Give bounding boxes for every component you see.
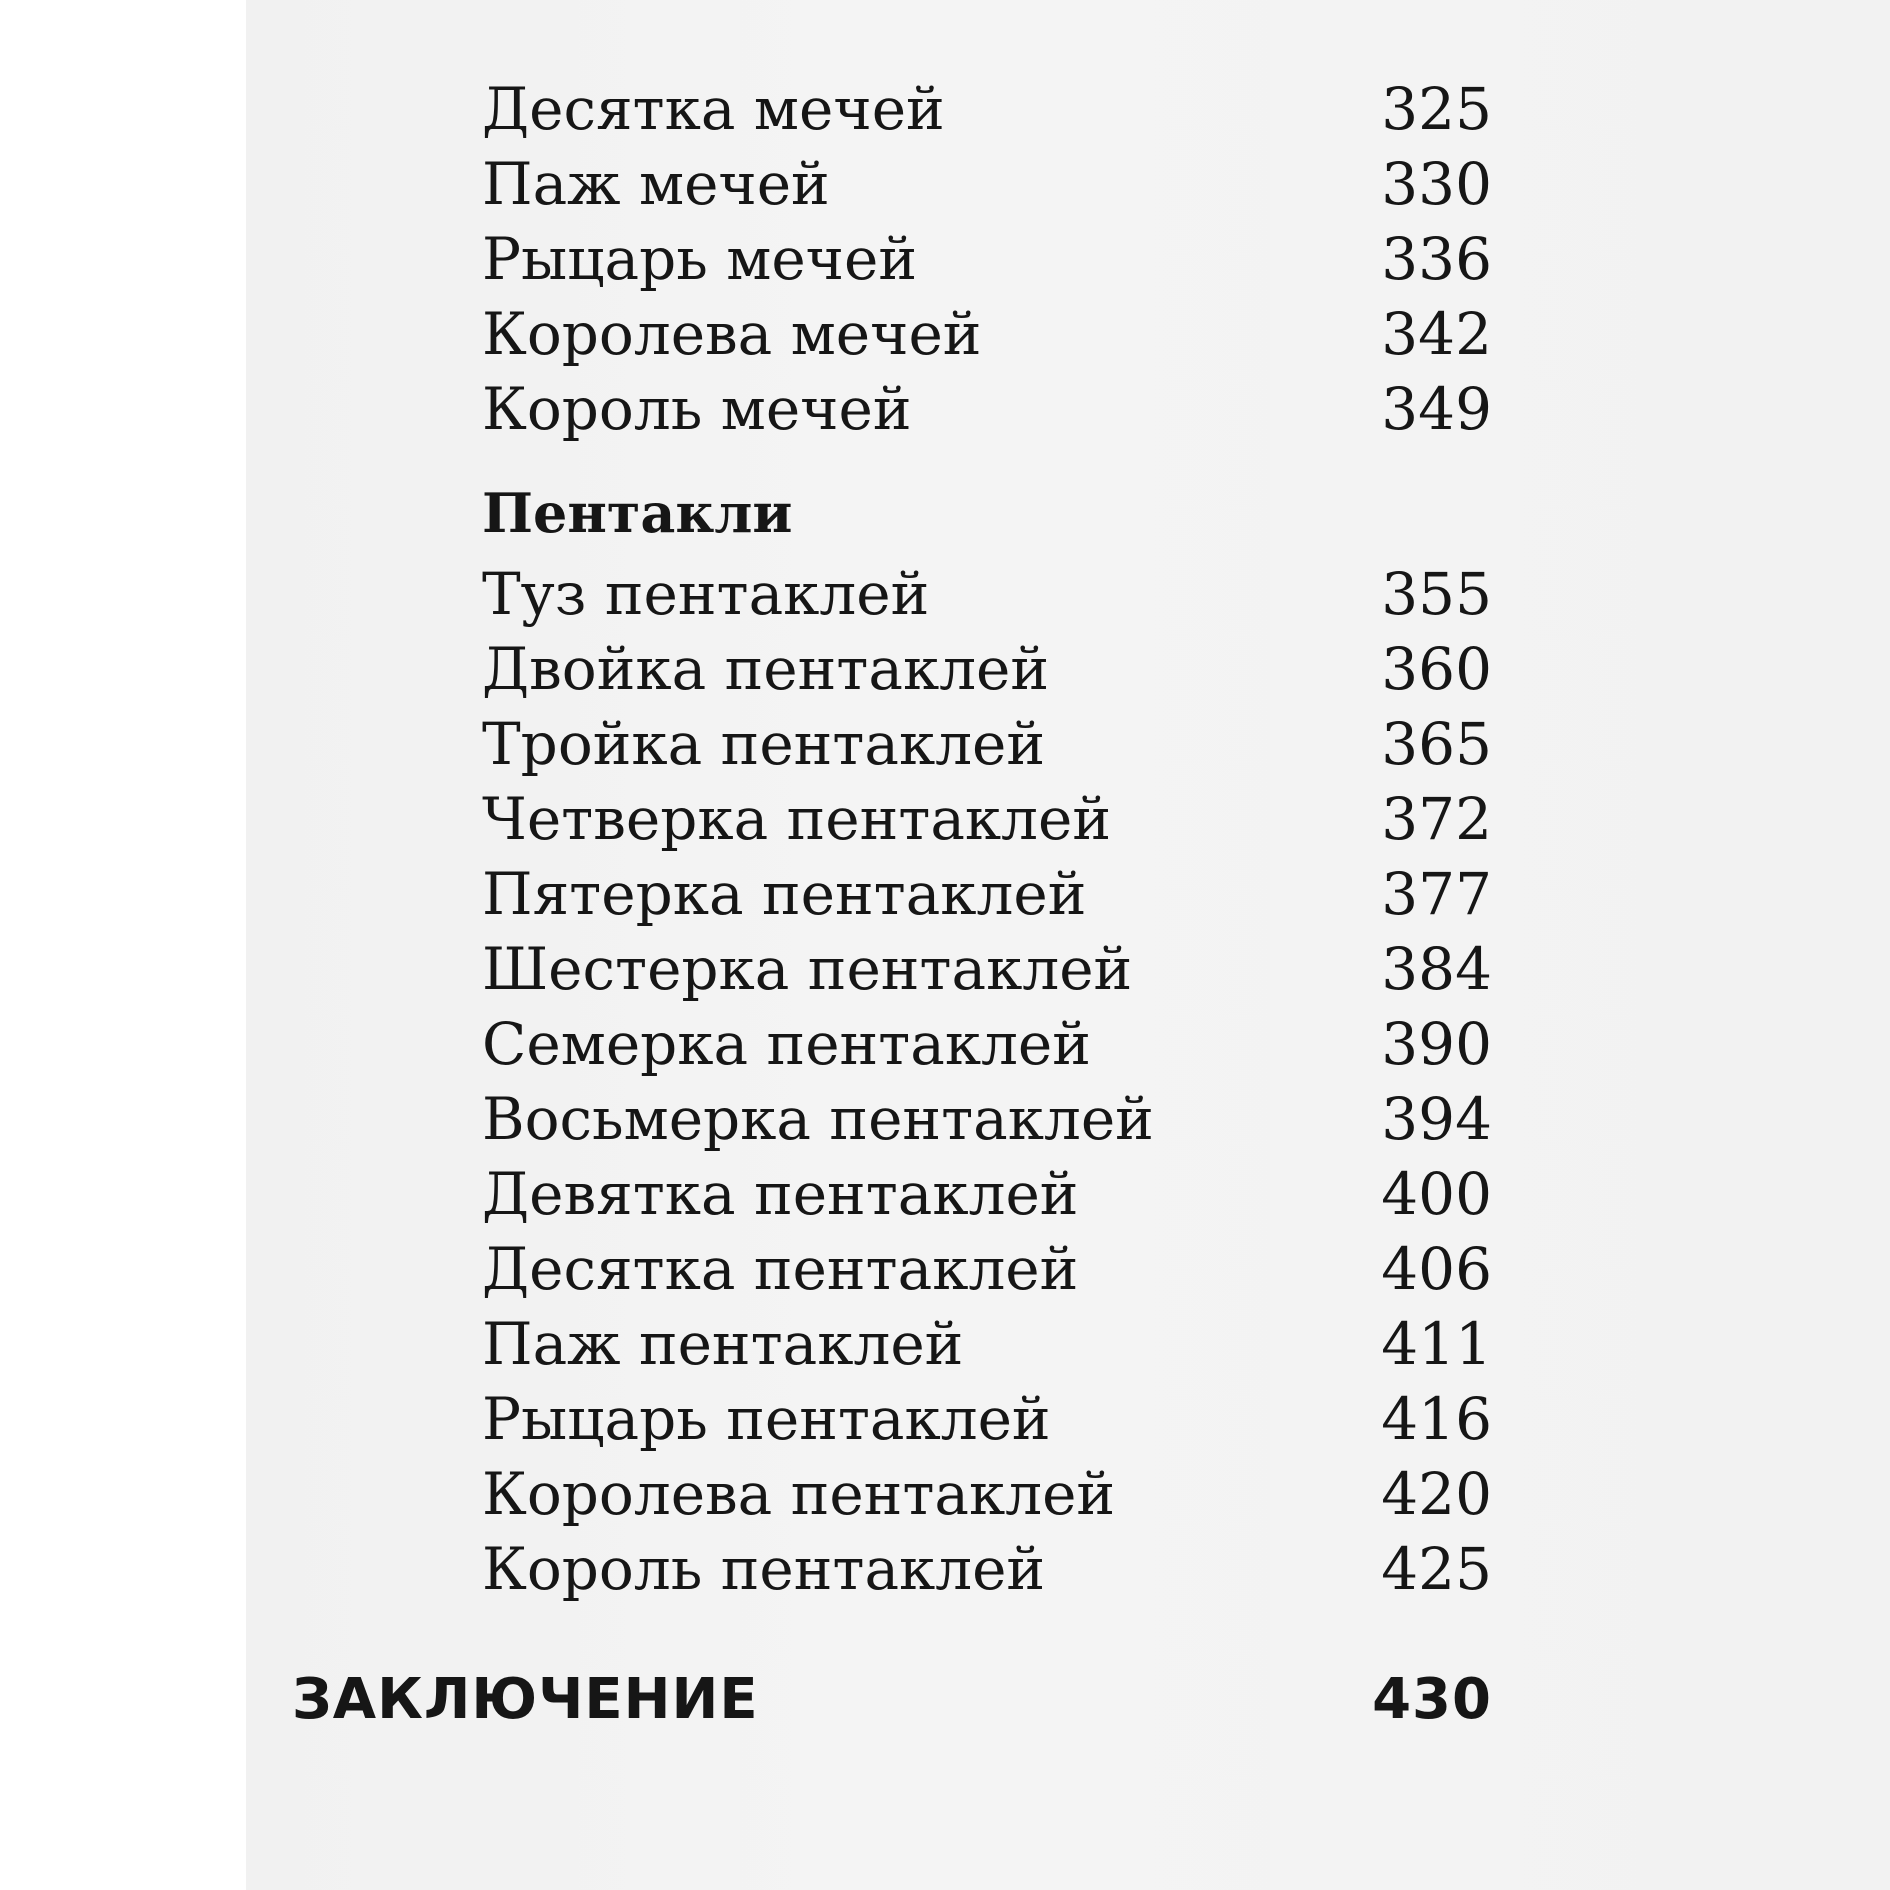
- toc-entry-page: 349: [1381, 375, 1492, 443]
- toc-entry-page: 355: [1381, 560, 1492, 628]
- toc-entry: [482, 72, 1492, 147]
- toc-entry-title: Рыцарь мечей: [482, 225, 917, 293]
- toc-entry-title: Тройка пентаклей: [482, 710, 1046, 778]
- toc-entry-page: 411: [1381, 1310, 1492, 1378]
- section-heading-pentacles: Пентакли: [482, 481, 793, 545]
- toc-entry: [482, 1082, 1492, 1157]
- toc-entry-page: 416: [1381, 1385, 1492, 1453]
- toc-entry-title: Паж пентаклей: [482, 1310, 964, 1378]
- conclusion-page: 430: [1372, 1667, 1492, 1732]
- toc-entry-title: Двойка пентаклей: [482, 635, 1050, 703]
- conclusion-title: ЗАКЛЮЧЕНИЕ: [292, 1667, 759, 1732]
- toc-entry: [482, 372, 1492, 447]
- toc-entry: [482, 707, 1492, 782]
- toc-entry: [482, 557, 1492, 632]
- toc-entry-page: 400: [1381, 1160, 1492, 1228]
- toc-entry-title: Паж мечей: [482, 150, 830, 218]
- toc-entry-title: Рыцарь пентаклей: [482, 1385, 1051, 1453]
- toc-entry: [482, 1382, 1492, 1457]
- toc-entry: [482, 222, 1492, 297]
- toc-entry: [482, 932, 1492, 1007]
- toc-entry-title: Девятка пентаклей: [482, 1160, 1079, 1228]
- toc-entry-page: 406: [1381, 1235, 1492, 1303]
- table-of-contents: [246, 0, 1890, 1890]
- toc-entry-page: 384: [1381, 935, 1492, 1003]
- toc-entry-title: Десятка пентаклей: [482, 1235, 1079, 1303]
- toc-entry-title: Десятка мечей: [482, 75, 945, 143]
- toc-entry: [482, 147, 1492, 222]
- toc-entry-page: 420: [1381, 1460, 1492, 1528]
- toc-entry-title: Королева мечей: [482, 300, 982, 368]
- toc-entry-title: Шестерка пентаклей: [482, 935, 1133, 1003]
- toc-entry-title: Король мечей: [482, 375, 912, 443]
- toc-entry: [482, 857, 1492, 932]
- toc-entry: [482, 1457, 1492, 1532]
- toc-entry-page: 394: [1381, 1085, 1492, 1153]
- toc-entry-title: Четверка пентаклей: [482, 785, 1111, 853]
- toc-entry-page: 336: [1381, 225, 1492, 293]
- toc-entry: [482, 1307, 1492, 1382]
- toc-entry-page: 342: [1381, 300, 1492, 368]
- toc-entry-title: Пятерка пентаклей: [482, 860, 1087, 928]
- toc-entry-page: 330: [1381, 150, 1492, 218]
- toc-entry: [482, 1532, 1492, 1607]
- toc-entry-page: 390: [1381, 1010, 1492, 1078]
- toc-entry-page: 365: [1381, 710, 1492, 778]
- toc-entry-page: 325: [1381, 75, 1492, 143]
- toc-entry-page: 360: [1381, 635, 1492, 703]
- toc-entry-title: Семерка пентаклей: [482, 1010, 1091, 1078]
- toc-conclusion: [292, 1660, 1492, 1740]
- toc-entry: [482, 297, 1492, 372]
- toc-entry: [482, 782, 1492, 857]
- toc-entry-title: Восьмерка пентаклей: [482, 1085, 1154, 1153]
- toc-entry-page: 425: [1381, 1535, 1492, 1603]
- toc-entry-title: Туз пентаклей: [482, 560, 930, 628]
- book-page: [246, 0, 1890, 1890]
- toc-entry: [482, 632, 1492, 707]
- toc-entry-page: 377: [1381, 860, 1492, 928]
- toc-entry-title: Король пентаклей: [482, 1535, 1046, 1603]
- toc-entry-title: Королева пентаклей: [482, 1460, 1116, 1528]
- toc-entry: [482, 1232, 1492, 1307]
- toc-entry: [482, 1007, 1492, 1082]
- toc-entry: [482, 1157, 1492, 1232]
- toc-entry-page: 372: [1381, 785, 1492, 853]
